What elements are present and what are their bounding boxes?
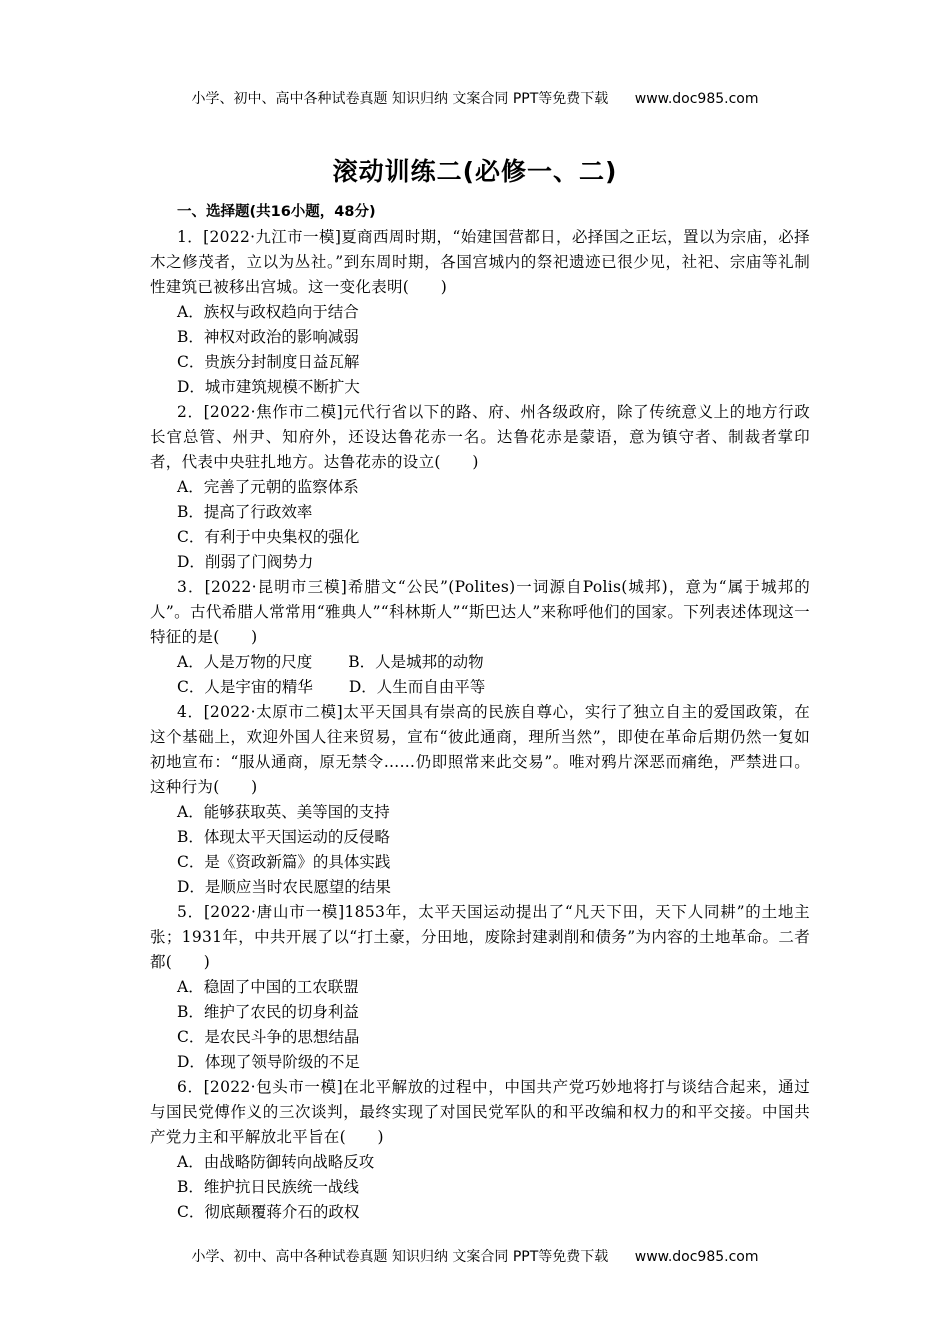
option-a: A．完善了元朝的监察体系 — [177, 478, 359, 496]
page-title: 滚动训练二(必修一、二) — [332, 157, 618, 186]
question-4 — [150, 700, 810, 900]
footer-site-link[interactable]: www.doc985.com — [634, 1249, 759, 1265]
page-header — [0, 88, 950, 108]
option-b: B．维护了农民的切身利益 — [177, 1003, 359, 1021]
question-stem: 1．[2022·九江市一模]夏商西周时期，“始建国营都日，必择国之正坛，置以为宗庙，必择木之修茂者，立以为丛社。”到东周时期，各国宫城内的祭祀遗迹已很少见，社祀、宗庙等礼制性建筑已被移出宫城。这一变化表明( ) — [150, 228, 810, 296]
option-a: A．由战略防御转向战略反攻 — [177, 1153, 375, 1171]
header-text: 小学、初中、高中各种试卷真题 知识归纳 文案合同 PPT等免费下载 — [191, 91, 609, 107]
question-stem: 6．[2022·包头市一模]在北平解放的过程中，中国共产党巧妙地将打与谈结合起来，通过与国民党傅作义的三次谈判，最终实现了对国民党军队的和平改编和权力的和平交接。中国共产党力主和平解放北平旨在( ) — [150, 1078, 810, 1146]
question-5 — [150, 900, 810, 1075]
footer-text: 小学、初中、高中各种试卷真题 知识归纳 文案合同 PPT等免费下载 — [191, 1249, 609, 1265]
option-a: A．稳固了中国的工农联盟 — [177, 978, 359, 996]
option-c: C．贵族分封制度日益瓦解 — [177, 353, 360, 371]
option-d: D．人生而自由平等 — [348, 678, 486, 696]
question-stem: 5．[2022·唐山市一模]1853年，太平天国运动提出了“凡天下田，天下人同耕”的土地主张；1931年，中共开展了以“打土豪，分田地，废除封建剥削和债务”为内容的土地革命。二者都( ) — [150, 903, 810, 971]
option-b: B．体现太平天国运动的反侵略 — [177, 828, 390, 846]
question-list — [150, 200, 810, 1225]
option-c: C．有利于中央集权的强化 — [177, 528, 360, 546]
option-a: A．族权与政权趋向于结合 — [177, 303, 359, 321]
option-c: C．是《资政新篇》的具体实践 — [177, 853, 391, 871]
option-d: D．城市建筑规模不断扩大 — [177, 378, 360, 396]
option-row-ab — [177, 650, 810, 675]
option-b: B．提高了行政效率 — [177, 503, 313, 521]
section-heading: 一、选择题(共16小题，48分) — [177, 204, 376, 220]
option-row-cd — [177, 675, 810, 700]
option-d: D．是顺应当时农民愿望的结果 — [177, 878, 391, 896]
option-c: C．是农民斗争的思想结晶 — [177, 1028, 360, 1046]
question-stem: 3．[2022·昆明市三模]希腊文“公民”(Polites)一词源自Polis(城邦)，意为“属于城邦的人”。古代希腊人常常用“雅典人”“科林斯人”“斯巴达人”来称呼他们的国家。下列表述体现这一特征的是( ) — [150, 578, 810, 646]
question-3 — [150, 575, 810, 700]
question-stem: 4．[2022·太原市二模]太平天国具有崇高的民族自尊心，实行了独立自主的爱国政策，在这个基础上，欢迎外国人往来贸易，宣布“彼此通商，理所当然”，即使在革命后期仍然一复如初地宣布：“服从通商，原无禁令……仍即照常来此交易”。唯对鸦片深恶而痛绝，严禁进口。这种行为( ) — [150, 703, 810, 796]
option-c: C．彻底颠覆蒋介石的政权 — [177, 1203, 360, 1221]
option-d: D．削弱了门阀势力 — [177, 553, 314, 571]
page-footer — [0, 1246, 950, 1266]
question-6 — [150, 1075, 810, 1225]
header-site-link[interactable]: www.doc985.com — [634, 91, 759, 107]
option-b: B．人是城邦的动物 — [348, 653, 484, 671]
option-d: D．体现了领导阶级的不足 — [177, 1053, 360, 1071]
option-b: B．神权对政治的影响减弱 — [177, 328, 359, 346]
option-c: C．人是宇宙的精华 — [177, 678, 313, 696]
option-a: A．能够获取英、美等国的支持 — [177, 803, 390, 821]
question-stem: 2．[2022·焦作市二模]元代行省以下的路、府、州各级政府，除了传统意义上的地方行政长官总管、州尹、知府外，还设达鲁花赤一名。达鲁花赤是蒙语，意为镇守者、制裁者掌印者，代表中央驻扎地方。达鲁花赤的设立( ) — [150, 403, 810, 471]
question-2 — [150, 400, 810, 575]
option-a: A．人是万物的尺度 — [177, 653, 313, 671]
option-b: B．维护抗日民族统一战线 — [177, 1178, 359, 1196]
question-1 — [150, 225, 810, 400]
